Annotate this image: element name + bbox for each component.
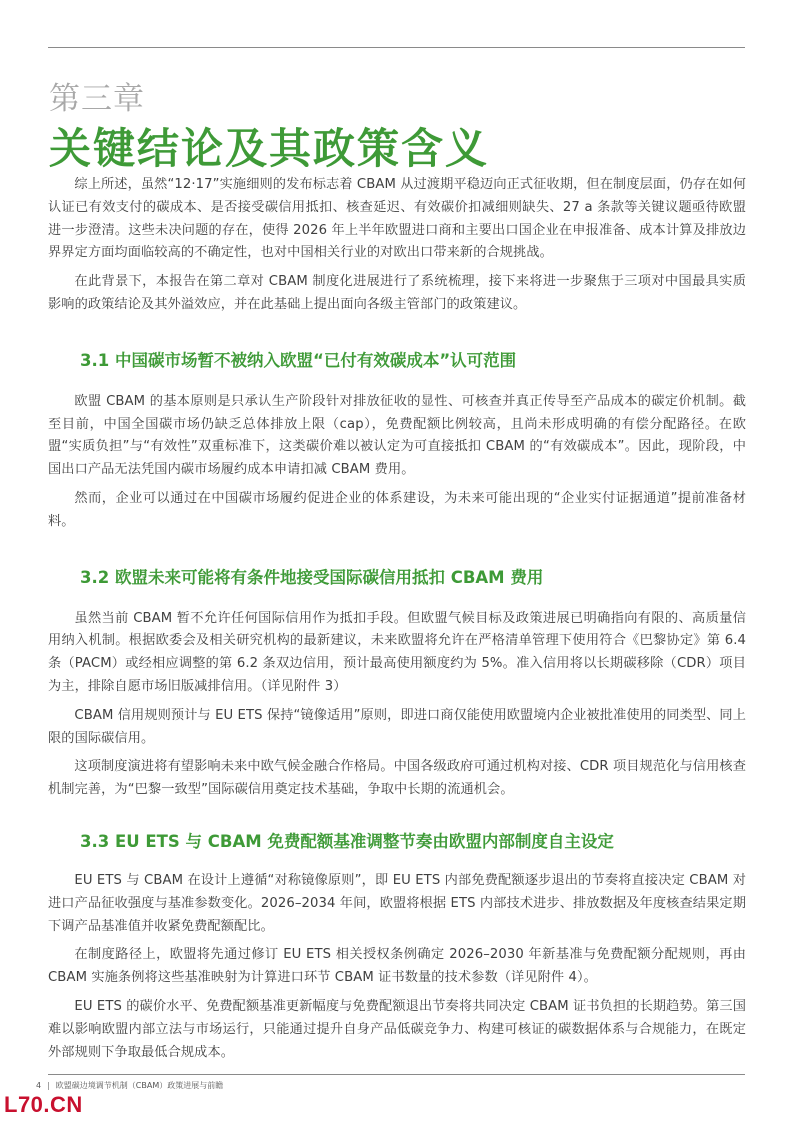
footer-separator: | [47, 1081, 50, 1090]
section-heading-3-3: 3.3 EU ETS 与 CBAM 免费配额基准调整节奏由欧盟内部制度自主设定 [80, 831, 614, 851]
section-3-1-paragraph-2: 然而，企业可以通过在中国碳市场履约促进企业的体系建设，为未来可能出现的“企业实付证据通道”提前准备材料。 [48, 490, 746, 529]
intro-paragraph-1: 综上所述，虽然“12·17”实施细则的发布标志着 CBAM 从过渡期平稳迈向正式征收期，但在制度层面，仍存在如何认证已有效支付的碳成本、是否接受碳信用抵扣、核查延迟、有效碳价扣减细则缺失、27 a 条款等关键议题亟待欧盟进一步澄清。这些未决问题的存在，使得 2026 年上半年欧盟进口商和主要出口国企业在申报准备、成本计算及排放边界界定方面均面临较高的不确定性，也对中国相关行业的对欧出口带来新的合规挑战。 [48, 177, 746, 261]
section-3-2-paragraph-3: 这项制度演进将有望影响未来中欧气候金融合作格局。中国各级政府可通过机构对接、CDR 项目规范化与信用核查机制完善，为“巴黎一致型”国际碳信用奠定技术基础，争取中长期的流通机会。 [48, 759, 746, 798]
section-3-3-paragraph-2: 在制度路径上，欧盟将先通过修订 EU ETS 相关授权条例确定 2026–2030 年新基准与免费配额分配规则，再由 CBAM 实施条例将这些基准映射为计算进口环节 CBAM 证书数量的技术参数（详见附件 4）。 [48, 947, 746, 986]
page-number: 4 [36, 1081, 42, 1090]
section-3-2-paragraph-2: CBAM 信用规则预计与 EU ETS 保持“镜像适用”原则，即进口商仅能使用欧盟境内企业被批准使用的同类型、同上限的国际碳信用。 [48, 707, 746, 746]
page-body [48, 166, 746, 1064]
page-footer [36, 1080, 223, 1091]
section-heading-3-2: 3.2 欧盟未来可能将有条件地接受国际碳信用抵扣 CBAM 费用 [80, 567, 544, 587]
section-3-2-paragraph-1: 虽然当前 CBAM 暂不允许任何国际信用作为抵扣手段。但欧盟气候目标及政策进展已明确指向有限的、高质量信用纳入机制。根据欧委会及相关研究机构的最新建议，未来欧盟将允许在严格清单管理下使用符合《巴黎协定》第 6.4 条（PACM）或经相应调整的第 6.2 条双边信用，预计最高使用额度约为 5%。准入信用将以长期碳移除（CDR）项目为主，排除自愿市场旧版减排信用。（详见附件 3） [48, 610, 746, 694]
section-3-3 [48, 870, 746, 1064]
top-rule [48, 47, 745, 48]
footer-report-title: 欧盟碳边境调节机制（CBAM）政策进展与前瞻 [55, 1081, 224, 1090]
section-3-1-paragraph-1: 欧盟 CBAM 的基本原则是只承认生产阶段针对排放征收的显性、可核查并真正传导至产品成本的碳定价机制。截至目前，中国全国碳市场仍缺乏总体排放上限（cap），免费配额比例较高，且尚未形成明确的有偿分配路径。在欧盟“实质负担”与“有效性”双重标准下，这类碳价难以被认定为可直接抵扣 CBAM 的“有效碳成本”。因此，现阶段，中国出口产品无法凭国内碳市场履约成本申请扣减 CBAM 费用。 [48, 393, 746, 478]
chapter-title: 关键结论及其政策含义 [49, 124, 490, 173]
footer-rule [48, 1074, 745, 1075]
watermark: L70.CN [4, 1092, 83, 1117]
section-3-3-paragraph-1: EU ETS 与 CBAM 在设计上遵循“对称镜像原则”，即 EU ETS 内部免费配额逐步退出的节奏将直接决定 CBAM 对进口产品征收强度与基准参数变化。2026–2034 年间，欧盟将根据 ETS 内部技术进步、排放数据及年度核查结果定期下调产品基准值并收紧免费配额配比。 [48, 872, 746, 934]
chapter-label: 第三章 [49, 81, 145, 117]
section-3-1 [48, 391, 746, 534]
section-3-2 [48, 608, 746, 802]
section-heading-3-1: 3.1 中国碳市场暂不被纳入欧盟“已付有效碳成本”认可范围 [80, 350, 517, 370]
intro [48, 174, 746, 317]
section-3-3-paragraph-3: EU ETS 的碳价水平、免费配额基准更新幅度与免费配额退出节奏将共同决定 CBAM 证书负担的长期趋势。第三国难以影响欧盟内部立法与市场运行，只能通过提升自身产品低碳竞争力、构建可核证的碳数据体系与合规能力，在既定外部规则下争取最低合规成本。 [48, 998, 746, 1060]
intro-paragraph-2: 在此背景下，本报告在第二章对 CBAM 制度化进展进行了系统梳理，接下来将进一步聚焦于三项对中国最具实质影响的政策结论及其外溢效应，并在此基础上提出面向各级主管部门的政策建议。 [48, 274, 746, 312]
